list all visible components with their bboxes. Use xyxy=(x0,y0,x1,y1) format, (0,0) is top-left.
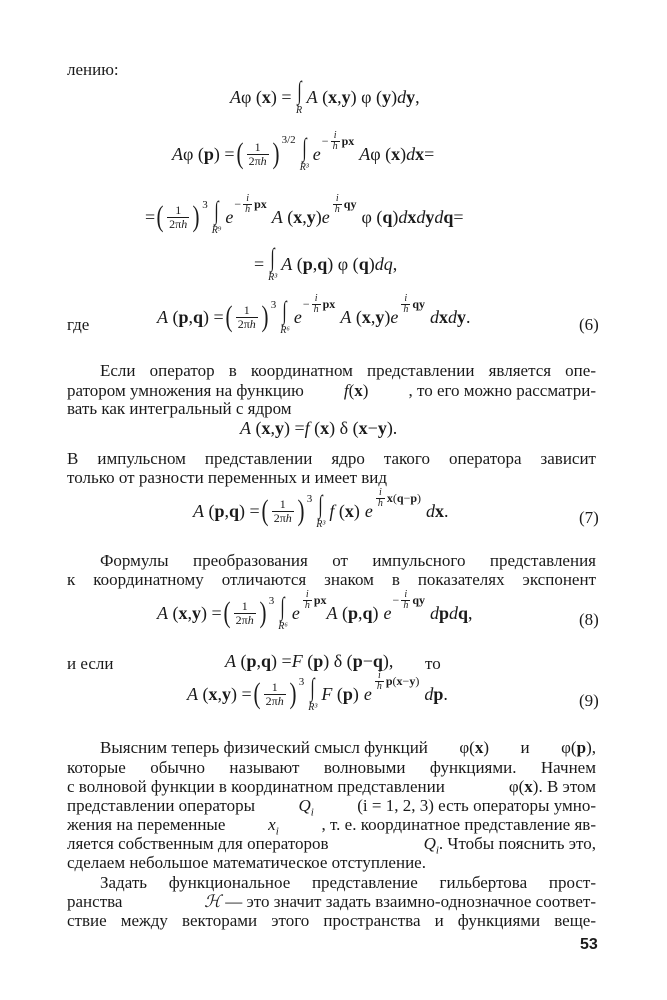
para4-line3-b: . В этом xyxy=(538,777,596,796)
label-then: то xyxy=(425,654,441,673)
para5-line2-a: ранства xyxy=(67,892,123,911)
para5-line2-b: — это значит задать взаимно-однозначное соответ- xyxy=(225,892,596,911)
variable-x-i: $x_i$ xyxy=(268,815,279,838)
operator-q-i-2: $Q_i$. Чтобы пояснить это, xyxy=(423,834,596,857)
para4-line1-a: Выясним теперь физический смысл функций xyxy=(100,738,428,757)
para3-line2: к координатному отличаются знаком в показателях экспонент xyxy=(67,570,596,589)
hilbert-space-symbol: ℋ — это значит задать взаимно-однозначное соответ- xyxy=(204,892,596,912)
para4-line6-a: ляется собственным для операторов xyxy=(67,834,329,853)
equation-number-8: (8) xyxy=(579,610,599,629)
para1-line1: Если оператор в координатном представлении является опе- xyxy=(100,361,596,380)
phi-p: φ(p), xyxy=(561,738,596,757)
phi-x: φ(x) xyxy=(459,738,490,757)
para4-line5-a: жения на переменные xyxy=(67,815,226,834)
para4-line1-b: и xyxy=(520,738,530,757)
para4-line5-b: , т. е. координатное представление яв- xyxy=(321,815,596,834)
para5-line1: Задать функциональное представление гильбертова прост- xyxy=(100,873,596,892)
para4-comma: , xyxy=(591,738,596,757)
function-fx: f(x) xyxy=(343,381,369,400)
operator-q-i: $Q_i$ xyxy=(298,796,314,819)
para1-line3: вать как интегральный с ядром xyxy=(67,399,292,418)
equation-expansion: = ( $\frac{1}{2\pi h}$ ) 3 ∫ R⁹ e − $\frac{i}{h}$ px A ( x , y ) e $\frac{i}{h}$ qy φ ( q ) d x d y d q = xyxy=(145,192,464,236)
equation-9: A ( x , y ) = ( $\frac{1}{2\pi h}$ ) 3 ∫ R³ F ( p ) e $\frac{i}{h}$ p ( x − y ) d p . xyxy=(187,669,448,713)
equation-number-6: (6) xyxy=(579,315,599,334)
para2-line1: В импульсном представлении ядро такого оператора зависит xyxy=(67,449,596,468)
para3-line1: Формулы преобразования от импульсного представления xyxy=(100,551,596,570)
label-where: где xyxy=(67,315,90,334)
para4-line7: сделаем небольшое математическое отступление. xyxy=(67,853,426,872)
para4-line4-a: представлении операторы xyxy=(67,796,256,815)
para1-line2-b: , то его можно рассматри- xyxy=(408,381,596,400)
para1-line2 xyxy=(67,381,596,401)
page-number: 53 xyxy=(580,936,598,953)
equation-kernel-integral: = ∫ R³ A ( p , q ) φ ( q ) dq , xyxy=(254,243,398,283)
para2-line2: только от разности переменных и имеет вид xyxy=(67,468,388,487)
para4-line6-b: . Чтобы пояснить это, xyxy=(438,834,596,853)
equation-a-phi-x: A φ ( x ) = ∫ R A ( x , y ) φ ( y ) d y , xyxy=(230,76,420,116)
para4-line1 xyxy=(100,738,596,758)
para4-line4-b: (i = 1, 2, 3) есть операторы умно- xyxy=(357,796,596,815)
equation-6: A ( p , q ) = ( $\frac{1}{2\pi h}$ ) 3 ∫ R⁶ e − $\frac{i}{h}$ px A ( x , y ) e $\frac{i}{h}$ qy d x d y . xyxy=(157,292,471,336)
equation-diagonal-kernel: A ( p , q ) = F ( p ) δ ( p − q ), xyxy=(225,651,394,671)
equation-number-9: (9) xyxy=(579,691,599,710)
phi-x-2: φ(x). В этом xyxy=(508,777,596,796)
equation-7: A ( p , q ) = ( $\frac{1}{2\pi h}$ ) 3 ∫ R³ f ( x ) e $\frac{i}{h}$ x ( q − p ) d x . xyxy=(193,486,449,530)
continuation-word: лению: xyxy=(67,60,119,79)
equation-number-7: (7) xyxy=(579,508,599,527)
para4-line3 xyxy=(67,777,596,797)
para1-line2-a: ратором умножения на функцию xyxy=(67,381,304,400)
equation-8: A ( x , y ) = ( $\frac{1}{2\pi h}$ ) 3 ∫ R⁶ e $\frac{i}{h}$ px A ( p , q ) e − $\frac{i}{h}$ qy d p d q , xyxy=(157,588,473,632)
equation-a-phi-p: A φ ( p ) = ( $\frac{1}{2\pi h}$ ) 3/2 ∫ R³ e − $\frac{i}{h}$ px A φ ( x ) d x = xyxy=(172,129,435,173)
label-and-if: и если xyxy=(67,654,114,673)
para5-line2 xyxy=(67,892,596,912)
equation-multiplication-kernel: A ( x , y ) = f ( x ) δ ( x − y ). xyxy=(240,418,398,438)
para4-line2: которые обычно называют волновыми функциями. Начнем xyxy=(67,758,596,777)
para5-line3: ствие между векторами этого пространства и функциями веще- xyxy=(67,911,596,930)
para4-line3-a: с волновой функции в координатном представлении xyxy=(67,777,445,796)
